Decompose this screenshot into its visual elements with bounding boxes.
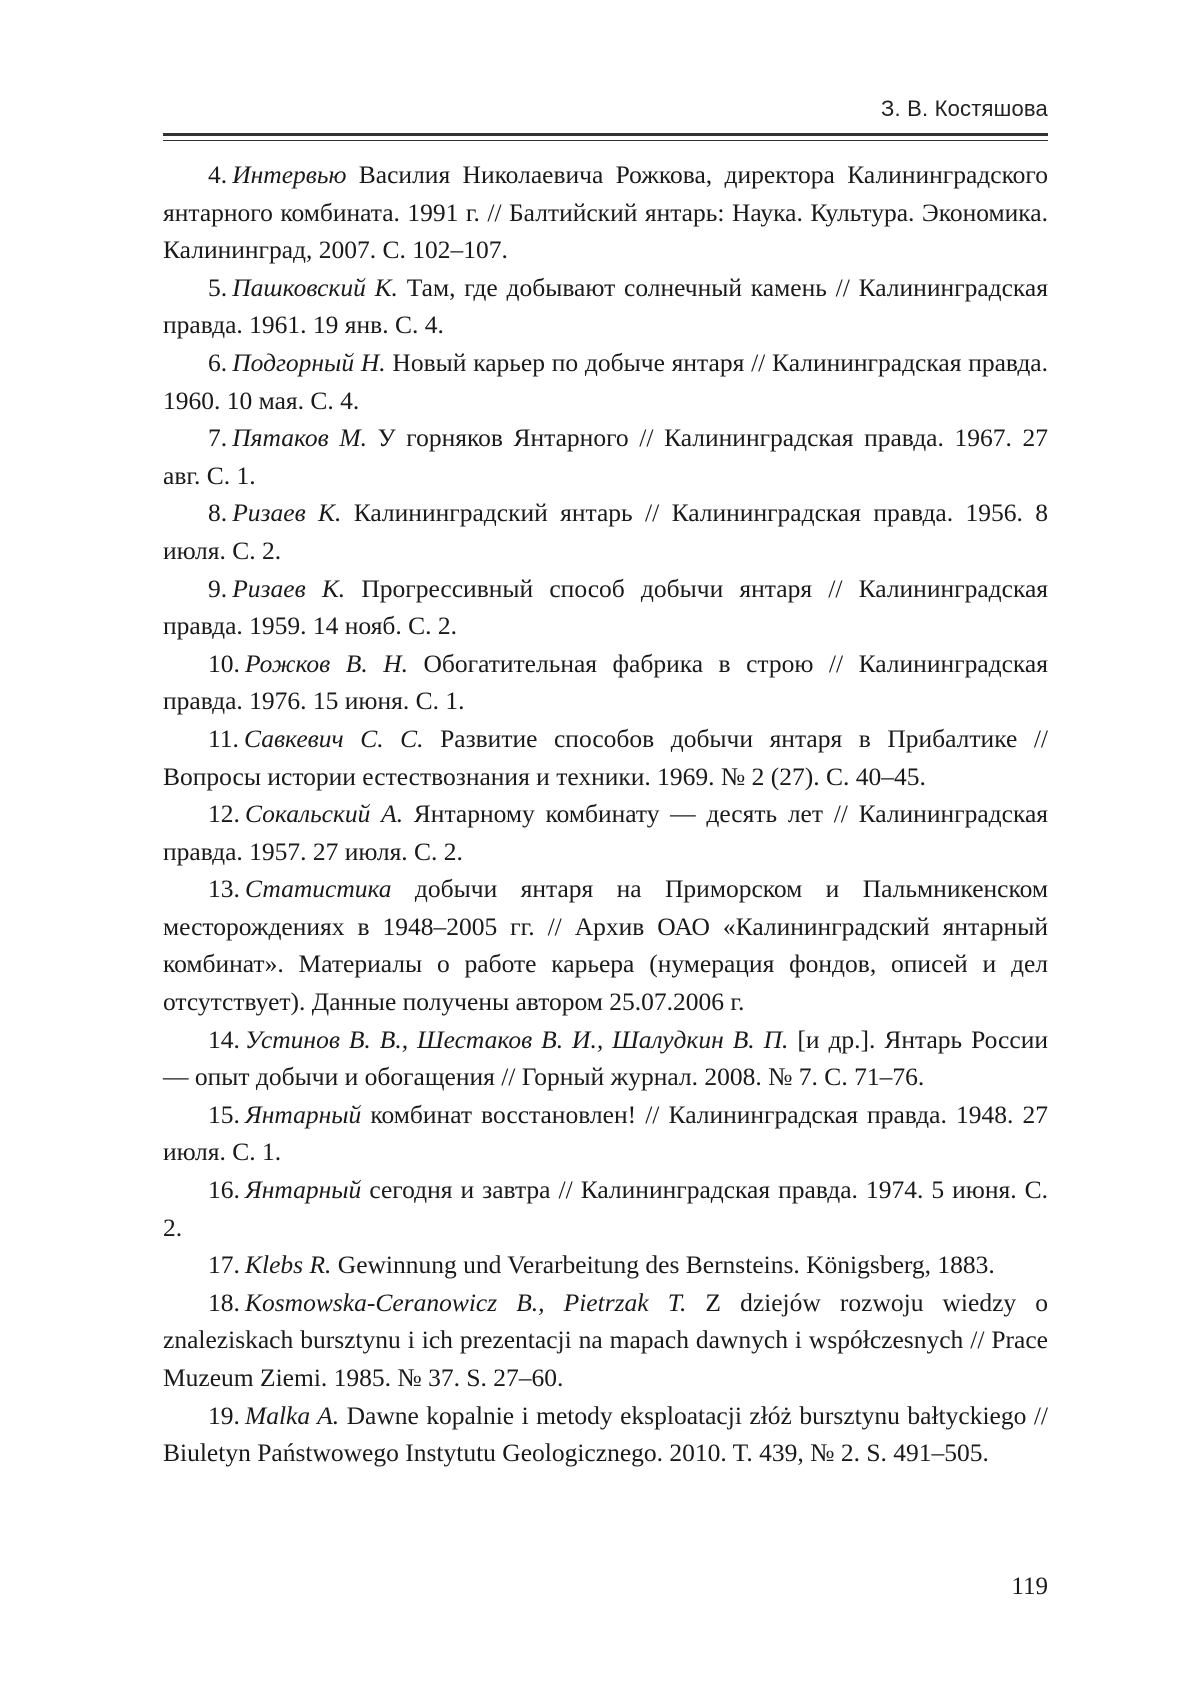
- reference-number: 7.: [208, 423, 228, 453]
- reference-number: 8.: [208, 498, 228, 528]
- reference-author: Ризаев К.: [232, 573, 346, 603]
- reference-text: добычи янтаря на Приморском и Пальмникенском месторождениях в 1948–2005 гг. // Архив ОАО «Калининградский янтарный комбинат». Материалы о работе карьера (нумерация фондов, описей и дел отсутствует). Данные получены автором 25.07.2006 г.: [163, 874, 1048, 1017]
- reference-author: Пашковский К.: [232, 272, 398, 302]
- reference-item: [163, 494, 1048, 569]
- header-rule-thick: [163, 133, 1048, 136]
- reference-text: комбинат восстановлен! // Калининградская правда. 1948. 27 июля. С. 1.: [163, 1099, 1048, 1167]
- reference-text: Dawne kopalnie i metody eksploatacji złóż bursztynu bałtyckiego // Biuletyn Państwowego Instytutu Geologicznego. 2010. T. 439, № 2. S. 491–505.: [163, 1400, 1049, 1468]
- reference-number: 9.: [208, 573, 228, 603]
- reference-text: У горняков Янтарного // Калининградская правда. 1967. 27 авг. С. 1.: [163, 423, 1048, 490]
- reference-item: [163, 156, 1048, 269]
- reference-item: [163, 870, 1048, 1020]
- reference-author: Янтарный: [244, 1175, 362, 1205]
- header-rule-thin: [163, 140, 1048, 141]
- reference-text: Калининградский янтарь // Калининградская правда. 1956. 8 июля. С. 2.: [163, 498, 1048, 565]
- reference-item: [163, 720, 1048, 795]
- reference-author: Статистика: [244, 874, 392, 904]
- reference-text: Gewinnung und Verarbeitung des Bernsteins. Königsberg, 1883.: [331, 1250, 995, 1280]
- reference-number: 10.: [208, 648, 240, 678]
- reference-number: 11.: [208, 723, 239, 753]
- page-number: 119: [1011, 1573, 1048, 1600]
- reference-item: [163, 269, 1048, 344]
- reference-text: сегодня и завтра // Калининградская правда. 1974. 5 июня. С. 2.: [163, 1175, 1048, 1242]
- reference-number: 12.: [208, 799, 240, 829]
- reference-number: 6.: [208, 347, 228, 377]
- reference-item: [163, 1171, 1048, 1246]
- reference-author: Ризаев К.: [232, 498, 342, 528]
- reference-author: Сокальский А.: [244, 799, 404, 829]
- reference-text: Новый карьер по добыче янтаря // Калининградская правда. 1960. 10 мая. С. 4.: [163, 347, 1048, 415]
- reference-text: Василия Николаевича Рожкова, директора Калининградского янтарного комбината. 1991 г. // Балтийский янтарь: Наука. Культура. Экономика. Калининград, 2007. С. 102–107.: [163, 160, 1048, 265]
- reference-author: Klebs R.: [244, 1250, 332, 1280]
- reference-author: Савкевич С. С.: [244, 723, 424, 753]
- reference-author: Kosmowska-Ceranowicz B., Pietrzak T.: [244, 1287, 687, 1317]
- reference-number: 13.: [208, 874, 240, 904]
- reference-text: Прогрессивный способ добычи янтаря // Калининградская правда. 1959. 14 нояб. С. 2.: [163, 573, 1048, 641]
- reference-author: Рожков В. Н.: [244, 648, 408, 678]
- reference-author: Устинов В. В., Шестаков В. И., Шалудкин В. П.: [244, 1024, 789, 1054]
- reference-item: [163, 419, 1048, 494]
- reference-item: [163, 795, 1048, 870]
- reference-number: 15.: [208, 1099, 240, 1129]
- running-head: З. В. Костяшова: [880, 96, 1048, 121]
- reference-text: Обогатительная фабрика в строю // Калининградская правда. 1976. 15 июня. С. 1.: [163, 648, 1048, 716]
- reference-number: 4.: [208, 160, 228, 189]
- reference-text: Z dziejów rozwoju wiedzy o znaleziskach bursztynu i ich prezentacji na mapach dawnych i współczesnych // Prace Muzeum Ziemi. 1985. № 37. S. 27–60.: [163, 1287, 1048, 1392]
- reference-number: 19.: [208, 1400, 240, 1430]
- reference-item: [163, 1397, 1048, 1472]
- reference-text: Янтарному комбинату — десять лет // Калининградская правда. 1957. 27 июля. С. 2.: [163, 799, 1048, 866]
- reference-item: [163, 1096, 1048, 1171]
- reference-number: 5.: [208, 272, 228, 302]
- reference-text: Там, где добывают солнечный камень // Калининградская правда. 1961. 19 янв. С. 4.: [163, 272, 1048, 340]
- reference-author: Интервью: [232, 160, 347, 189]
- reference-number: 18.: [208, 1287, 240, 1317]
- reference-author: Пятаков М.: [232, 423, 367, 453]
- reference-number: 16.: [208, 1175, 240, 1205]
- reference-number: 14.: [208, 1024, 240, 1054]
- reference-text: [и др.]. Янтарь России — опыт добычи и обогащения // Горный журнал. 2008. № 7. С. 71–76.: [163, 1024, 1048, 1092]
- reference-item: [163, 344, 1048, 419]
- reference-item: [163, 1284, 1048, 1397]
- reference-author: Подгорный Н.: [232, 347, 386, 377]
- reference-item: [163, 645, 1048, 720]
- reference-list: [163, 156, 1048, 1472]
- reference-text: Развитие способов добычи янтаря в Прибалтике // Вопросы истории естествознания и техники. 1969. № 2 (27). С. 40–45.: [163, 723, 1048, 791]
- reference-item: [163, 1246, 1048, 1284]
- reference-author: Янтарный: [244, 1099, 362, 1129]
- reference-item: [163, 570, 1048, 645]
- reference-author: Malka A.: [244, 1400, 340, 1430]
- reference-number: 17.: [208, 1250, 240, 1280]
- reference-item: [163, 1021, 1048, 1096]
